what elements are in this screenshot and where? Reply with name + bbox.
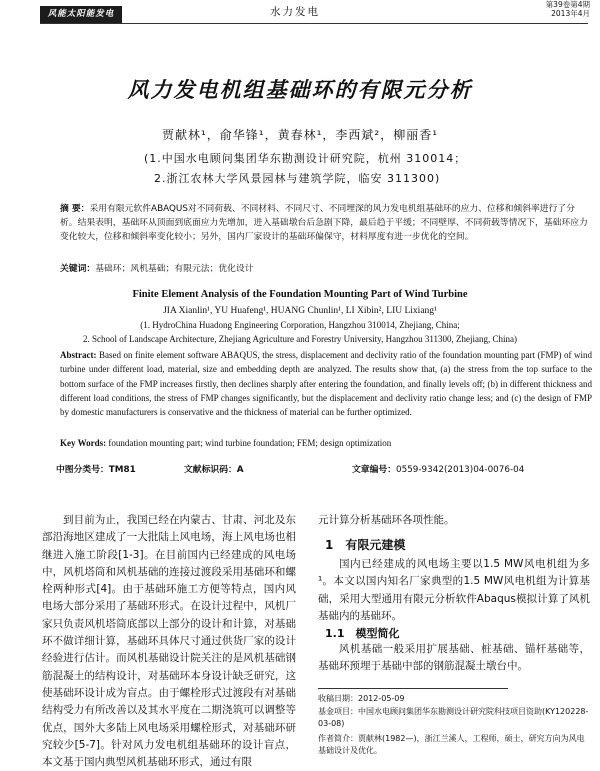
journal-section-label: 风能太阳能发电 — [40, 6, 122, 23]
section-heading-1: 1 有限元建模 — [325, 538, 406, 552]
clc-value: TM81 — [108, 465, 136, 475]
article-number — [352, 462, 524, 475]
section-1-paragraph: 国内已经建成的风电场主要以1.5 MW风电机组为多¹。本文以国内知名厂家典型的1.5 MW风电机组为计算基础，采用大型通用有限元分析软件Abaqus模拟计算了风机基础内的基础环。 — [318, 558, 590, 622]
english-affiliation-1: (1. HydroChina Huadong Engineering Corporation, Hangzhou 310014, Zhejiang, China; — [140, 320, 460, 330]
english-keywords — [60, 436, 592, 450]
doc-label: 文献标识码： — [184, 465, 237, 475]
keywords-text: 基础环；风机基础；有限元法；优化设计 — [95, 264, 254, 274]
journal-name: 水力发电 — [270, 6, 320, 18]
document-code — [184, 462, 244, 475]
affiliation-2: 2.浙江农林大学风景园林与建筑学院，临安 311300) — [154, 172, 441, 185]
english-affiliation-2: 2. School of Landscape Architecture, Zhejiang Agriculture and Forestry University, Hangzhou 311300, Zhejiang, China) — [83, 334, 517, 344]
article-value: 0559-9342(2013)04-0076-04 — [396, 465, 525, 475]
volume-number: 第39卷第4期 — [545, 0, 590, 9]
issue-date: 2013年4月 — [551, 9, 590, 18]
chinese-abstract — [60, 202, 590, 258]
footnote-divider — [318, 688, 508, 689]
intro-continuation: 元计算分析基础环各项性能。 — [318, 514, 455, 526]
article-label: 文章编号： — [352, 465, 396, 475]
author-bio-note: 作者简介：贾献林(1982—)，浙江兰溪人，工程师，硕士，研究方向为风电基础设计及优化。 — [318, 734, 585, 755]
clc-code — [56, 462, 136, 475]
abstract-text: 采用有限元软件ABAQUS对不同荷载、不同材料、不同尺寸、不同埋深的风力发电机组基础环的应力、位移和倾斜率进行了分析。结果表明，基础环从顶面到底面应力先增加，进入基础墩台后急剧下降，最后趋于平缓；不同壁厚、不同荷载等情况下，基础环应力变化较大，位移和倾斜率变化较小；另外，国内厂家设计的基础环偏保守，材料厚度有进一步优化的空间。 — [60, 204, 588, 242]
english-abstract-text: Based on finite element software ABAQUS, the stress, displacement and declivity ratio of the foundation mounting part (FMP) of wind turbine under different load, material, size and embedding depth are analyzed. The results show that, (a) the stress from the top surface to the bottom surface of the FMP increases firstly, then declines sharply after entering the foundation, and finally levels off; (b) in different thickness and different load conditions, the stress of FMP changes significantly, but the displacement and declivity ratio change less; and (c) the design of FMP by domestic manufacturers is conservative and the thickness of material can be further optimized. — [60, 350, 592, 418]
affiliation-1: (1.中国水电顾问集团华东勘测设计研究院，杭州 310014； — [144, 152, 467, 165]
english-title: Finite Element Analysis of the Foundation Mounting Part of Wind Turbine — [132, 289, 468, 300]
body-left-column — [42, 512, 296, 771]
received-date-note: 收稿日期：2012-05-09 — [318, 694, 405, 703]
english-keywords-text: foundation mounting part; wind turbine foundation; FEM; design optimization — [108, 438, 392, 448]
paper-title: 风力发电机组基础环的有限元分析 — [127, 78, 473, 102]
subsection-heading-1-1: 1.1 模型简化 — [325, 627, 400, 640]
abstract-label: 摘 要： — [60, 204, 90, 214]
english-abstract — [60, 348, 592, 434]
author-list: 贾献林¹，俞华锋¹，黄春林¹，李西斌²，柳丽香¹ — [161, 128, 439, 142]
funding-note: 基金项目：中国水电顾问集团华东勘测设计研究院科技项目资助(KY120228-03-08) — [318, 707, 589, 728]
doc-value: A — [236, 465, 244, 475]
intro-paragraph: 到目前为止，我国已经在内蒙古、甘肃、河北及东部沿海地区建成了一大批陆上风电场，海上风电场也相继进入施工阶段[1-3]。在目前国内已经建成的风电场中，风机塔筒和风机基础的连接过渡段采用基础环和螺栓两种形式[4]。由于基础环施工方便等特点，国内风电场大部分采用了基础环形式。在设计过程中，风机厂家只负责风机塔筒底部以上部分的设计和计算，对基础环不做详细计算，基础环具体尺寸通过供货厂家的设计经验进行估计。而风机基础设计院关注的是风机基础钢筋混凝土的结构设计，对基础环本身设计缺乏研究，这使基础环设计成为盲点。由于螺栓形式过渡段有对基础结构受力有所改善以及其水平度在二期浇筑可以调整等优点，国外大多陆上风电场采用螺栓形式，对基础环研究较少[5-7]。针对风力发电机组基础环的设计盲点，本文基于国内典型风机基础环形式，通过有限 — [42, 514, 296, 769]
header-divider — [40, 23, 588, 24]
english-abstract-label: Abstract: — [60, 350, 97, 360]
subsection-1-1-paragraph: 风机基础一般采用扩展基础、桩基础、锚杆基础等，基础环预埋于基础中部的钢筋混凝土墩台中。 — [318, 643, 590, 673]
chinese-keywords — [60, 262, 590, 276]
english-authors: JIA Xianlin¹, YU Huafeng¹, HUANG Chunlin¹, LI Xibin², LIU Lixiang¹ — [163, 306, 437, 316]
clc-label: 中图分类号： — [56, 465, 109, 475]
english-keywords-label: Key Words: — [60, 438, 107, 448]
issue-info — [546, 0, 590, 18]
keywords-label: 关键词： — [60, 264, 96, 274]
